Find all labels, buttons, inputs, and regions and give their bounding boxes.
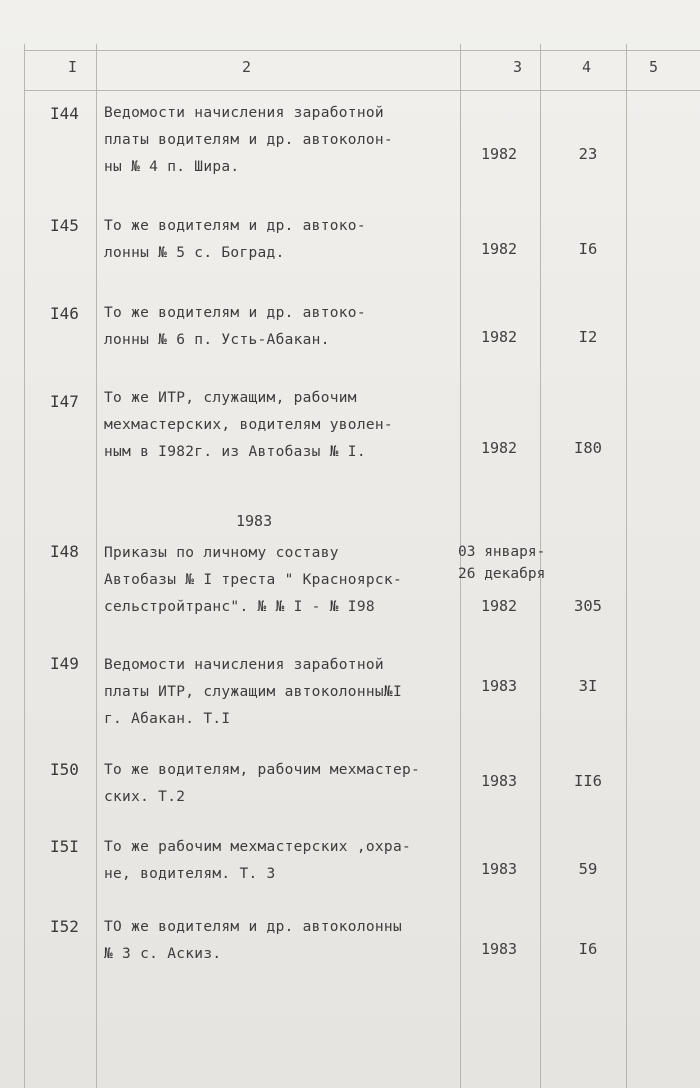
row-description: То же водителям, рабочим мехмастер- ских. Т.2	[104, 762, 421, 805]
column-header-3: 3	[513, 58, 523, 76]
column-header-1: I	[68, 58, 78, 76]
column-header-5: 5	[649, 58, 659, 76]
row-description: ТО же водителям и др. автоколонны № 3 с. Аскиз.	[104, 919, 402, 962]
row-sheet-count: 305	[574, 597, 602, 615]
row-description: Ведомости начисления заработной платы водителям и др. автоколон- ны № 4 п. Шира.	[104, 105, 393, 175]
table-top-border	[24, 50, 700, 51]
row-number: I45	[50, 216, 79, 235]
row-year: 1982	[480, 597, 518, 615]
row-number: I49	[50, 654, 79, 673]
row-sheet-count: 3I	[578, 677, 598, 695]
row-number: I52	[50, 917, 79, 936]
row-sheet-count: I80	[574, 439, 602, 457]
row-year: 1982	[480, 439, 518, 457]
row-number: I48	[50, 542, 79, 561]
row-number: I50	[50, 760, 79, 779]
row-description: То же водителям и др. автоко- лонны № 6 п. Усть-Абакан.	[104, 305, 366, 348]
row-sheet-count: 23	[578, 145, 598, 163]
row-sheet-count: I2	[578, 328, 598, 346]
row-year: 1983	[480, 677, 518, 695]
row-description: То же рабочим мехмастерских ,охра- не, водителям. Т. 3	[104, 839, 412, 882]
row-year: 1982	[480, 145, 518, 163]
row-sheet-count: II6	[574, 772, 602, 790]
column-header-2: 2	[242, 58, 252, 76]
row-sheet-count: I6	[578, 240, 598, 258]
row-description: То же ИТР, служащим, рабочим мехмастерских, водителям уволен- ным в I982г. из Автобазы № I.	[104, 390, 393, 460]
row-year: 1983	[480, 772, 518, 790]
section-year-heading: 1983	[236, 512, 273, 530]
row-date-range: 03 января- 26 декабря	[458, 544, 546, 582]
row-number: I44	[50, 104, 79, 123]
row-description: То же водителям и др. автоко- лонны № 5 с. Боград.	[104, 218, 366, 261]
row-year: 1983	[480, 860, 518, 878]
row-year: 1982	[480, 328, 518, 346]
row-year: 1983	[480, 940, 518, 958]
column-border	[626, 44, 627, 1088]
row-number: I47	[50, 392, 79, 411]
row-description: Ведомости начисления заработной платы ИТР, служащим автоколонны№I г. Абакан. Т.I	[104, 657, 402, 727]
header-bottom-border	[24, 90, 700, 91]
row-sheet-count: 59	[578, 860, 598, 878]
row-sheet-count: I6	[578, 940, 598, 958]
column-border	[96, 44, 97, 1088]
row-description: Приказы по личному составу Автобазы № I треста " Красноярск- сельстройтранс". № № I - № I98	[104, 545, 402, 615]
column-border	[24, 44, 25, 1088]
row-number: I5I	[50, 837, 79, 856]
row-year: 1982	[480, 240, 518, 258]
row-number: I46	[50, 304, 79, 323]
column-header-4: 4	[582, 58, 592, 76]
